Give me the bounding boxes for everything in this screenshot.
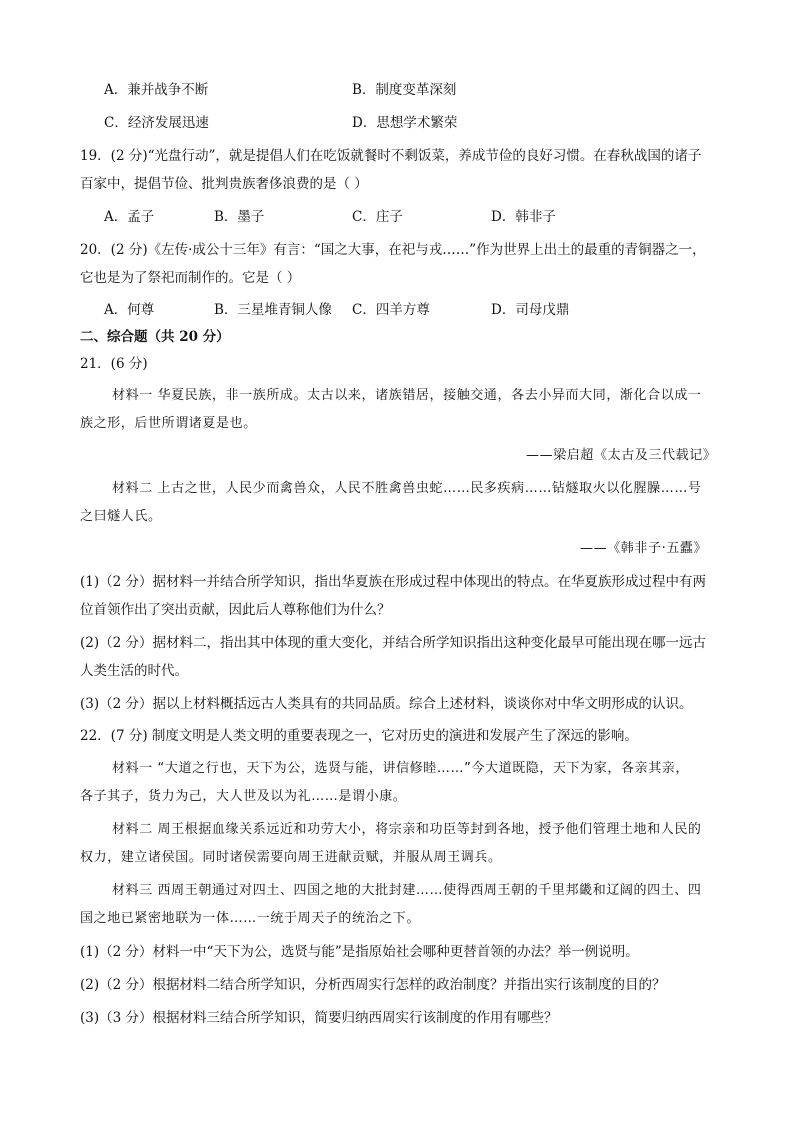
q19-option-c: C．庄子	[352, 209, 403, 225]
q21-material2-source: ——《韩非子·五蠹》	[580, 541, 708, 556]
q21-sub1-line2: 位首领作出了突出贡献，因此后人尊称他们为什么？	[80, 602, 391, 618]
section-heading: 二、综合题（共 20 分）	[80, 329, 230, 345]
q21-header: 21．(6 分)	[80, 356, 148, 372]
q20-option-c: C．四羊方尊	[352, 302, 430, 318]
q22-header: 22．(7 分) 制度文明是人类文明的重要表现之一，它对历史的演进和发展产生了深远的影响。	[80, 728, 638, 744]
q20-stem-line2: 它也是为了祭祀而制作的。它是（ ）	[80, 270, 301, 286]
q19-option-d: D．韩非子	[491, 209, 556, 225]
q22-material3-line1: 材料三 西周王朝通过对四土、四国之地的大批封建……使得西周王朝的千里邦畿和辽阔的四土、四	[112, 883, 702, 898]
q21-material1-line1: 材料一 华夏民族，非一族所成。太古以来，诸族错居，接触交通，各去小异而大同，渐化合以成一	[112, 388, 702, 403]
q22-sub3: (3)（3 分）根据材料三结合所学知识，简要归纳西周实行该制度的作用有哪些？	[80, 1010, 558, 1026]
q19-option-a: A．孟子	[104, 209, 155, 225]
q19-option-b: B．墨子	[214, 209, 265, 225]
q21-sub1-line1: (1)（2 分）据材料一并结合所学知识，指出华夏族在形成过程中体现出的特点。在华夏族形成过程中有两	[80, 574, 707, 590]
q22-material1-line1: 材料一 “大道之行也，天下为公，选贤与能，讲信修睦……”今大道既隐，天下为家，各亲其亲，	[112, 761, 690, 776]
q19-stem-line2: 百家中，提倡节俭、批判贵族奢侈浪费的是（ ）	[80, 176, 368, 192]
q20-stem-line1: 20．(2 分)《左传·成公十三年》有言：“国之大事，在祀与戎……”作为世界上出土的最重的青铜器之一，	[80, 242, 706, 258]
q22-material2-line1: 材料二 周王根据血缘关系远近和功劳大小，将宗亲和功臣等封到各地，授予他们管理土地和人民的	[112, 822, 702, 837]
q21-sub2-line1: (2)（2 分）据材料二，指出其中体现的重大变化，并结合所学知识指出这种变化最早可能出现在哪一远古	[80, 635, 707, 651]
q18-option-b: B．制度变革深刻	[352, 82, 457, 98]
q20-option-d: D．司母戊鼎	[491, 302, 570, 318]
q18-option-a: A．兼并战争不断	[104, 82, 209, 98]
q21-material1-line2: 族之形，后世所谓诸夏是也。	[80, 416, 257, 431]
q21-sub2-line2: 人类生活的时代。	[80, 663, 188, 679]
q22-sub2: (2)（2 分）根据材料二结合所学知识，分析西周实行怎样的政治制度？并指出实行该制度的目的？	[80, 977, 666, 993]
q22-material3-line2: 国之地已紧密地联为一体……一统于周天子的统治之下。	[80, 911, 421, 926]
q20-option-b: B．三星堆青铜人像	[214, 302, 332, 318]
q19-stem-line1: 19．(2 分)“光盘行动”，就是提倡人们在吃饭就餐时不剩饭菜，养成节俭的良好习惯。在春秋战国的诸子	[80, 148, 702, 164]
q22-material2-line2: 权力，建立诸侯国。同时诸侯需要向周王进献贡赋，并服从周王调兵。	[80, 850, 502, 865]
q21-material2-line2: 之曰燧人氏。	[80, 509, 162, 524]
q20-option-a: A．何尊	[104, 302, 155, 318]
q21-material2-line1: 材料二 上古之世，人民少而禽兽众，人民不胜禽兽虫蛇……民多疾病……钻燧取火以化腥臊……号	[112, 481, 702, 496]
q18-option-c: C．经济发展迅速	[104, 115, 209, 131]
q22-material1-line2: 各子其子，货力为己，大人世及以为礼……是谓小康。	[80, 789, 407, 804]
q21-material1-source: ——梁启超《太古及三代载记》	[526, 448, 717, 463]
q21-sub3: (3)（2 分）据以上材料概括远古人类具有的共同品质。综合上述材料，谈谈你对中华文明形成的认识。	[80, 696, 693, 712]
q18-option-d: D．思想学术繁荣	[352, 115, 458, 131]
q22-sub1: (1)（2 分）材料一中“天下为公，选贤与能”是指原始社会哪种更替首领的办法？举一例说明。	[80, 944, 639, 960]
